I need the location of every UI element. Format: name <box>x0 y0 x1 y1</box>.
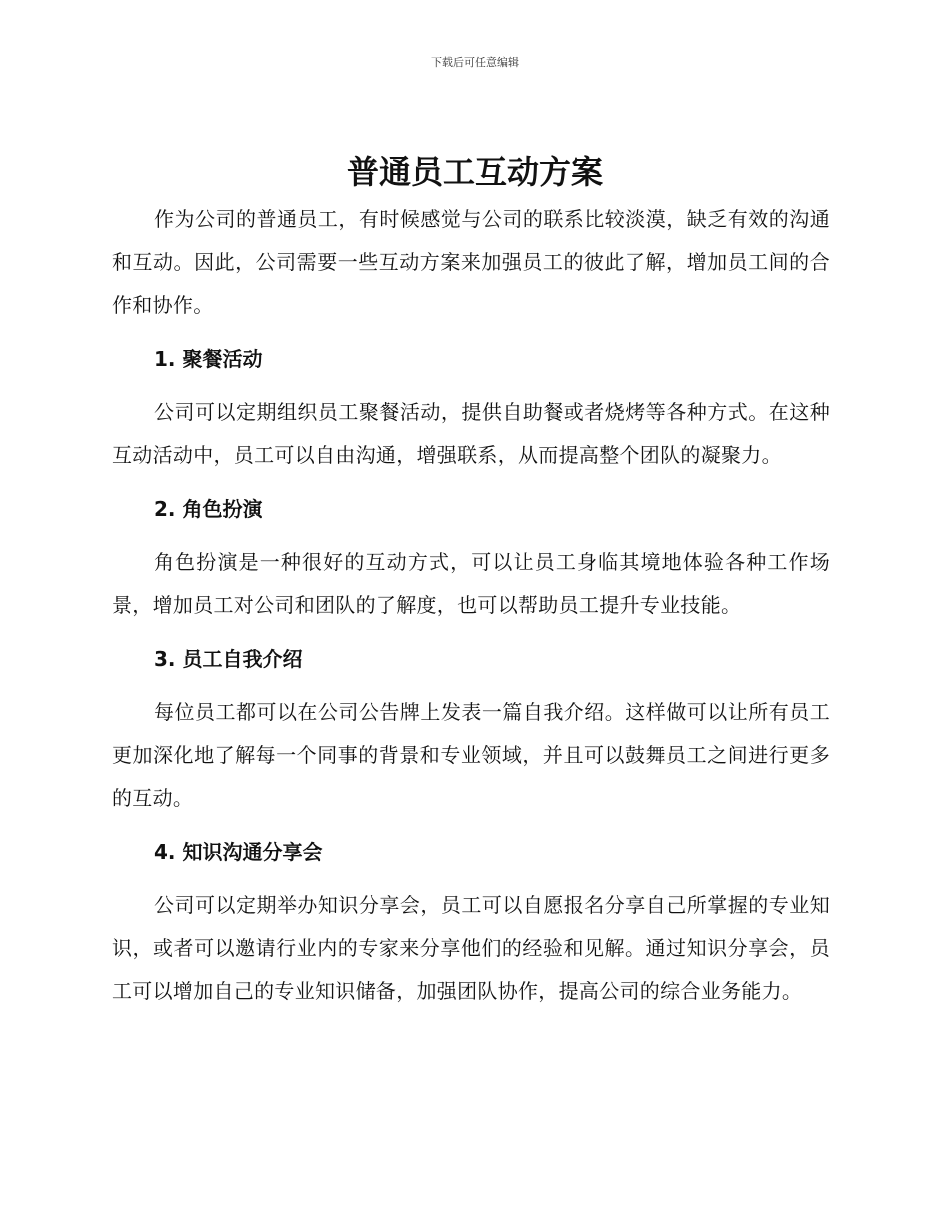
document-title: 普通员工互动方案 <box>346 153 603 191</box>
section-body-3: 每位员工都可以在公司公告牌上发表一篇自我介绍。这样做可以让所有员工更加深化地了解每一个同事的背景和专业领域，并且可以鼓舞员工之间进行更多的互动。 <box>112 700 830 810</box>
document-body <box>112 198 830 1013</box>
section-heading-3: 3. 员工自我介绍 <box>154 647 303 671</box>
header-note: 下载后可任意编辑 <box>431 56 519 69</box>
intro-paragraph: 作为公司的普通员工，有时候感觉与公司的联系比较淡漠，缺乏有效的沟通和互动。因此，公司需要一些互动方案来加强员工的彼此了解，增加员工间的合作和协作。 <box>112 207 830 317</box>
section-heading-4: 4. 知识沟通分享会 <box>154 840 323 864</box>
section-body-1: 公司可以定期组织员工聚餐活动，提供自助餐或者烧烤等各种方式。在这种互动活动中，员工可以自由沟通，增强联系，从而提高整个团队的凝聚力。 <box>112 400 830 467</box>
section-heading-1: 1. 聚餐活动 <box>154 347 263 371</box>
section-body-2: 角色扮演是一种很好的互动方式，可以让员工身临其境地体验各种工作场景，增加员工对公司和团队的了解度，也可以帮助员工提升专业技能。 <box>112 550 830 617</box>
section-body-4: 公司可以定期举办知识分享会，员工可以自愿报名分享自己所掌握的专业知识，或者可以邀请行业内的专家来分享他们的经验和见解。通过知识分享会，员工可以增加自己的专业知识储备，加强团队协作，提高公司的综合业务能力。 <box>112 893 830 1003</box>
section-heading-2: 2. 角色扮演 <box>154 497 263 521</box>
